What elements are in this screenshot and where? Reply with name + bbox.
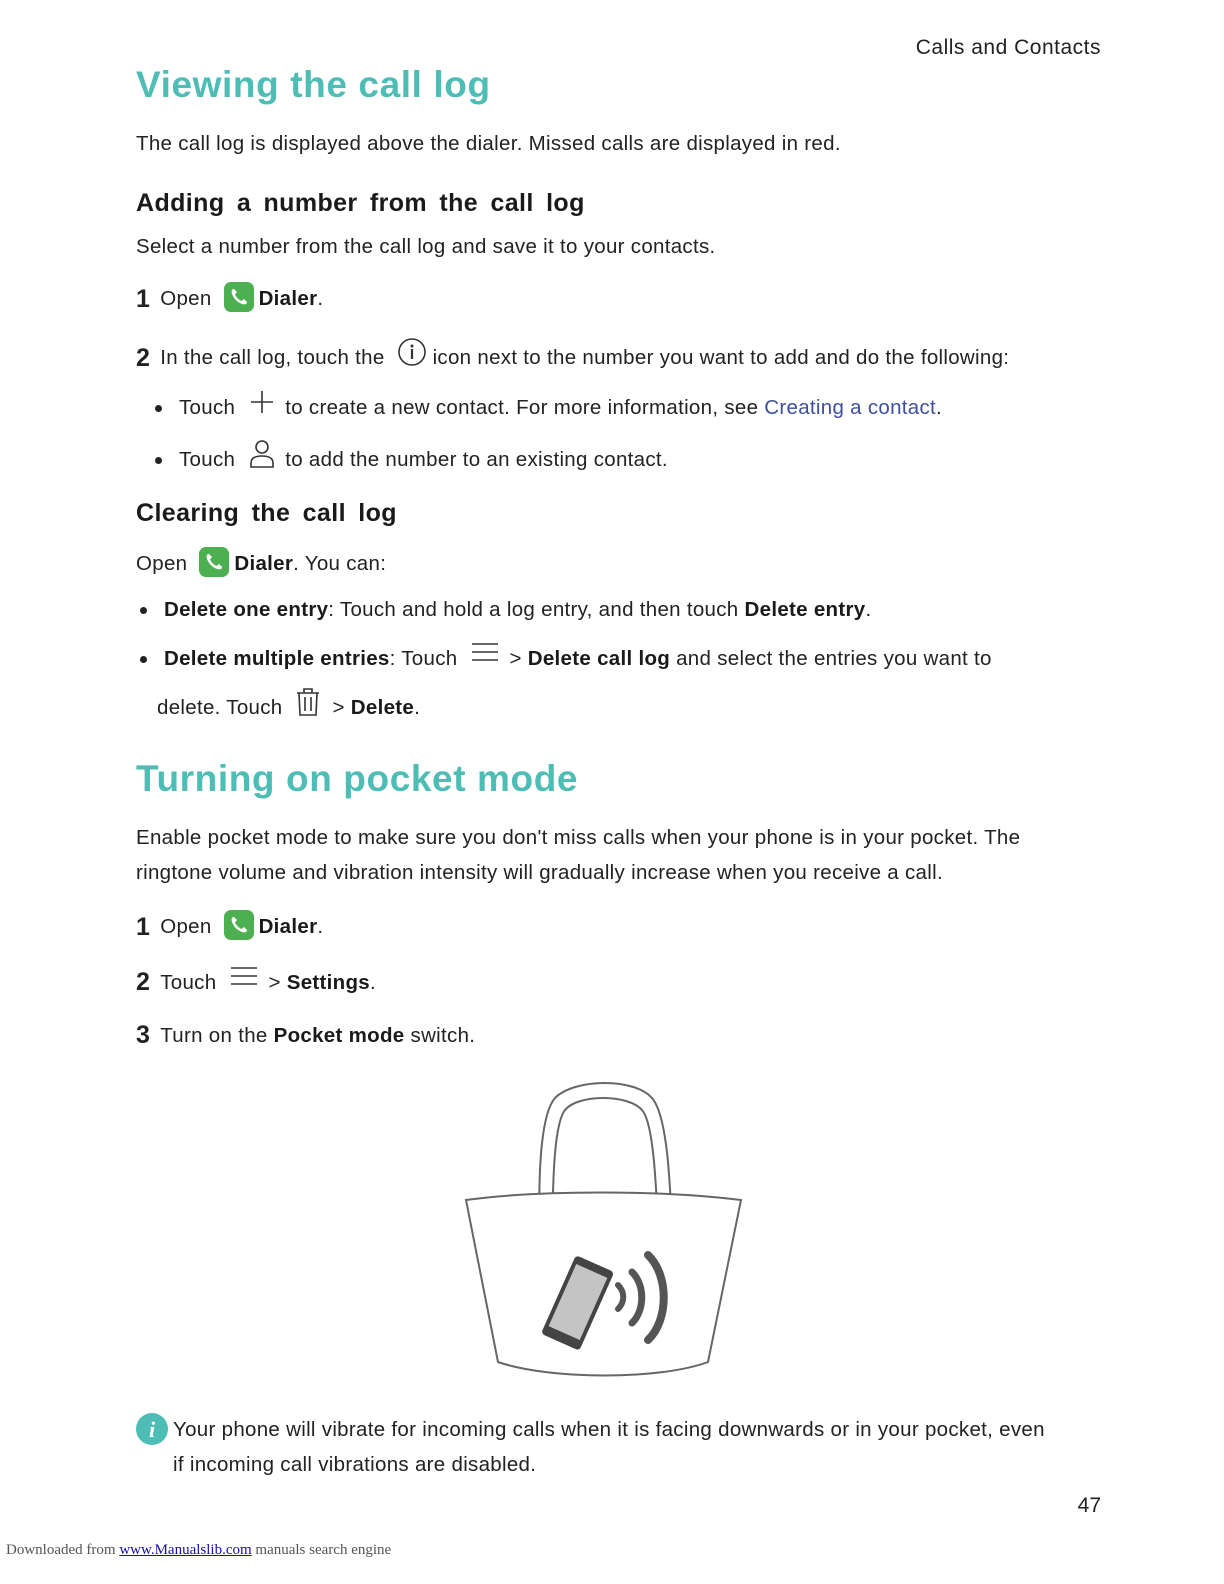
download-footer: Downloaded from www.Manualslib.com manuals search engine xyxy=(6,1542,392,1558)
running-header: Calls and Contacts xyxy=(915,36,1101,59)
creating-contact-link[interactable]: Creating a contact xyxy=(764,396,937,419)
step-number: 1 xyxy=(136,912,151,941)
adding-number-text: Select a number from the call log and save it to your contacts. xyxy=(136,235,716,258)
adding-bullet-existing-contact: Touch to add the number to an existing contact. xyxy=(155,442,668,478)
trash-icon xyxy=(296,687,320,723)
clearing-bullet-delete-multiple-continued: delete. Touch > Delete . xyxy=(157,690,420,726)
plus-icon xyxy=(249,389,275,421)
contact-person-icon xyxy=(249,439,275,475)
pocket-intro-line-2: ringtone volume and vibration intensity will gradually increase when you receive a call. xyxy=(136,861,943,884)
dialer-label: Dialer xyxy=(258,287,318,310)
pocket-bag-illustration xyxy=(460,1080,750,1385)
bullet-dot xyxy=(140,607,147,614)
pocket-step-1: 1 Open Dialer . xyxy=(136,912,323,942)
section-title-pocket-mode: Turning on pocket mode xyxy=(136,758,579,799)
pocket-step-3: 3 Turn on the Pocket mode switch. xyxy=(136,1021,476,1049)
dialer-app-icon xyxy=(224,282,254,312)
bullet-dot xyxy=(140,656,147,663)
dialer-label: Dialer xyxy=(258,915,318,938)
step-number: 2 xyxy=(136,343,151,372)
note-info-icon xyxy=(136,1413,168,1450)
dialer-app-icon xyxy=(224,910,254,940)
step-text: In the call log, touch the xyxy=(160,346,385,369)
page-number: 47 xyxy=(1077,1494,1101,1517)
step-text: Open xyxy=(160,287,212,310)
step-number: 2 xyxy=(136,968,151,996)
call-log-intro: The call log is displayed above the dialer. Missed calls are displayed in red. xyxy=(136,132,841,155)
dialer-app-icon xyxy=(199,547,229,577)
clearing-open-dialer: Open Dialer . You can: xyxy=(136,549,386,579)
pocket-step-2: 2 Touch > Settings . xyxy=(136,968,376,997)
subtitle-clearing-call-log: Clearing the call log xyxy=(136,499,397,527)
adding-step-1: 1 Open Dialer . xyxy=(136,284,323,314)
note-text-line-2: if incoming call vibrations are disabled. xyxy=(173,1453,537,1476)
bullet-dot xyxy=(155,405,162,412)
clearing-bullet-delete-one: Delete one entry : Touch and hold a log entry, and then touch Delete entry . xyxy=(140,598,871,622)
bullet-dot xyxy=(155,457,162,464)
note-text-line-1: Your phone will vibrate for incoming calls when it is facing downwards or in your pocket, even xyxy=(173,1418,1045,1441)
subtitle-adding-number: Adding a number from the call log xyxy=(136,189,585,217)
menu-icon xyxy=(230,965,258,993)
svg-text:i: i xyxy=(148,1417,156,1442)
info-icon xyxy=(397,337,427,373)
pocket-intro-line-1: Enable pocket mode to make sure you don't miss calls when your phone is in your pocket. The xyxy=(136,826,1021,849)
adding-bullet-new-contact: Touch to create a new contact. For more information, see Creating a contact . xyxy=(155,392,942,424)
adding-step-2: 2 In the call log, touch the icon next to the number you want to add and do the following: xyxy=(136,340,1009,376)
clearing-bullet-delete-multiple: Delete multiple entries : Touch > Delete call log and select the entries you want to xyxy=(140,645,992,673)
dialer-label: Dialer xyxy=(234,552,294,575)
step-number: 1 xyxy=(136,284,151,313)
section-title-call-log: Viewing the call log xyxy=(136,64,491,105)
manualslib-link[interactable]: www.Manualslib.com xyxy=(119,1542,252,1558)
step-number: 3 xyxy=(136,1021,151,1049)
menu-icon xyxy=(471,641,499,669)
